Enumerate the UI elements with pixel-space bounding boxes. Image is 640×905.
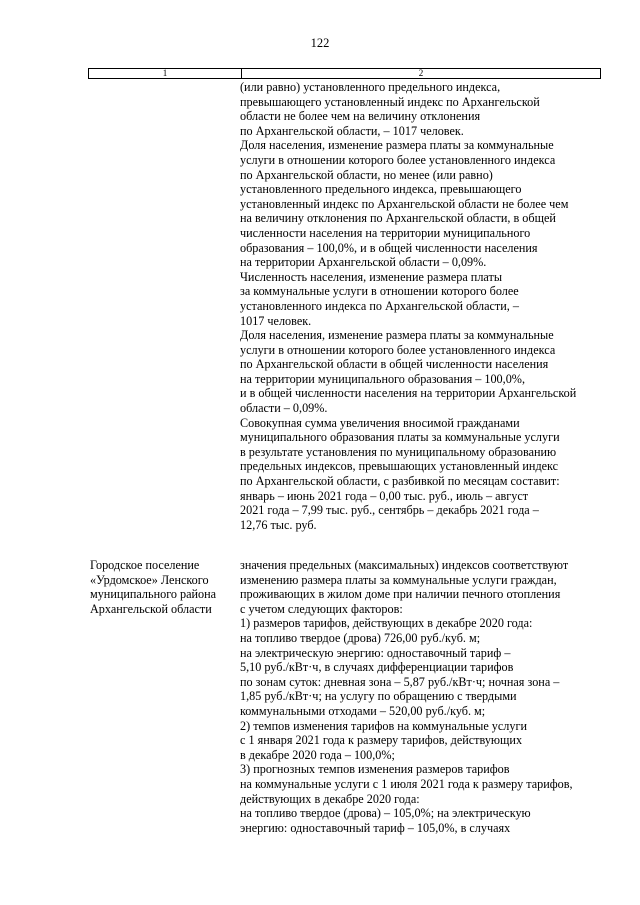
text-line: на территории муниципального образования – 100,0%, (240, 371, 525, 386)
municipality-name-line: Архангельской области (90, 601, 212, 616)
text-line: на топливо твердое (дрова) – 105,0%; на электрическую (240, 806, 531, 821)
text-line: на величину отклонения по Архангельской области, в общей (240, 211, 556, 226)
text-line: на территории Архангельской области – 0,09%. (240, 255, 487, 270)
municipality-name-line: муниципального района (90, 587, 217, 602)
text-line: установленного индекса по Архангельской области, – (240, 298, 519, 313)
text-line: в результате установления по муниципальному образованию (240, 444, 557, 459)
text-line: численности населения на территории муниципального (240, 225, 531, 240)
text-line: по Архангельской области, с разбивкой по месяцам составит: (240, 474, 560, 489)
page-number: 122 (310, 36, 330, 50)
text-line: услуги в отношении которого более установленного индекса (240, 152, 556, 167)
text-line: 12,76 тыс. руб. (240, 517, 317, 532)
row-continuation-text (240, 80, 602, 532)
text-line: 2) темпов изменения тарифов на коммунальные услуги (240, 718, 527, 733)
text-line: Численность населения, изменение размера платы (240, 269, 503, 284)
text-line: энергию: одноставочный тариф – 105,0%, в случаях (240, 820, 511, 835)
text-line: 3) прогнозных темпов изменения размеров тарифов (240, 762, 510, 777)
municipality-cell (90, 558, 238, 616)
text-line: превышающего установленный индекс по Архангельской (240, 94, 540, 109)
municipality-description-text (240, 558, 602, 835)
text-line: по Архангельской области, – 1017 человек. (240, 123, 464, 138)
text-line: на электрическую энергию: одноставочный тариф – (240, 645, 511, 660)
text-line: 2021 года – 7,99 тыс. руб., сентябрь – декабрь 2021 года – (240, 503, 539, 518)
text-line: образования – 100,0%, и в общей численности населения (240, 240, 538, 255)
text-line: значения предельных (максимальных) индексов соответствуют (240, 558, 569, 572)
table-header-col-2: 2 (418, 68, 424, 78)
text-line: области не более чем на величину отклонения (240, 109, 481, 124)
text-line: (или равно) установленного предельного индекса, (240, 80, 501, 94)
text-line: по зонам суток: дневная зона – 5,87 руб./кВт·ч; ночная зона – (240, 674, 560, 689)
text-line: с 1 января 2021 года к размеру тарифов, действующих (240, 733, 523, 748)
text-line: услуги в отношении которого более установленного индекса (240, 342, 556, 357)
text-line: проживающих в жилом доме при наличии печного отопления (240, 587, 561, 602)
text-line: предельных индексов, превышающих установленный индекс (240, 459, 559, 474)
text-line: изменению размера платы за коммунальные услуги граждан, (240, 572, 557, 587)
text-line: Совокупная сумма увеличения вносимой гражданами (240, 415, 520, 430)
text-line: муниципального образования платы за коммунальные услуги (240, 430, 560, 445)
text-line: 5,10 руб./кВт·ч, в случаях дифференциации тарифов (240, 660, 514, 675)
table-header-row (88, 68, 601, 79)
text-line: установленного предельного индекса, превышающего (240, 182, 522, 197)
text-line: по Архангельской области, но менее (или равно) (240, 167, 493, 182)
table-header-col-1: 1 (89, 69, 242, 78)
text-line: коммунальными отходами – 520,00 руб./куб. м; (240, 703, 486, 718)
text-line: за коммунальные услуги в отношении которого более (240, 284, 519, 299)
text-line: с учетом следующих факторов: (240, 601, 403, 616)
text-line: Доля населения, изменение размера платы за коммунальные (240, 328, 554, 343)
text-line: 1017 человек. (240, 313, 312, 328)
text-line: 1,85 руб./кВт·ч; на услугу по обращению с твердыми (240, 689, 517, 704)
text-line: установленный индекс по Архангельской области не более чем (240, 196, 569, 211)
text-line: по Архангельской области в общей численности населения (240, 357, 549, 372)
municipality-name-line: Городское поселение (90, 558, 200, 572)
text-line: в декабре 2020 года – 100,0%; (240, 747, 395, 762)
text-line: на коммунальные услуги с 1 июля 2021 года к размеру тарифов, (240, 776, 573, 791)
text-line: и в общей численности населения на территории Архангельской (240, 386, 577, 401)
municipality-name-line: «Урдомское» Ленского (90, 572, 209, 587)
text-line: области – 0,09%. (240, 401, 328, 416)
text-line: Доля населения, изменение размера платы за коммунальные (240, 138, 554, 153)
text-line: 1) размеров тарифов, действующих в декабре 2020 года: (240, 616, 533, 631)
text-line: на топливо твердое (дрова) 726,00 руб./куб. м; (240, 630, 481, 645)
text-line: январь – июнь 2021 года – 0,00 тыс. руб., июль – август (240, 488, 529, 503)
text-line: действующих в декабре 2020 года: (240, 791, 420, 806)
